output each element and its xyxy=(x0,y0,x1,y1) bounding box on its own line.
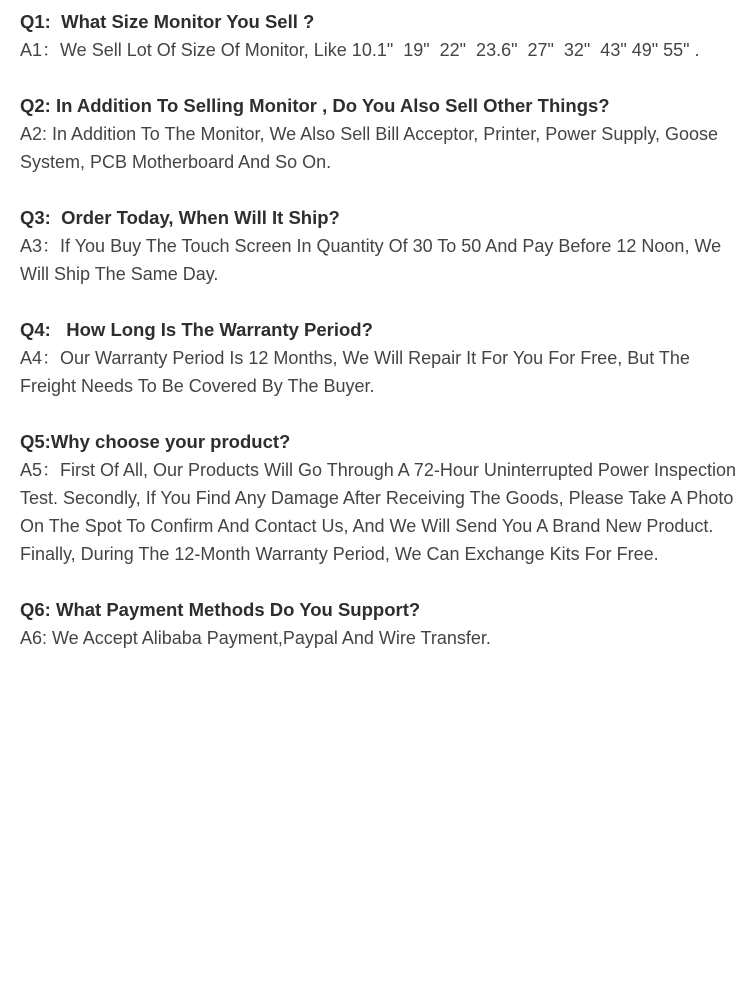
question-2: Q2: In Addition To Selling Monitor , Do You Also Sell Other Things? xyxy=(20,95,610,116)
faq-list xyxy=(20,8,741,680)
answer-5: A5：First Of All, Our Products Will Go Through A 72-Hour Uninterrupted Power Inspection Test. Secondly, If You Find Any Damage After Receiving The Goods, Please Take A Photo On The Spot To Confirm And Contact Us, And We Will Send You A Brand New Product. Finally, During The 12-Month Warranty Period, We Can Exchange Kits For Free. xyxy=(20,460,741,564)
faq-item-3 xyxy=(20,204,738,288)
question-5: Q5:Why choose your product? xyxy=(20,431,291,452)
answer-2: A2: In Addition To The Monitor, We Also Sell Bill Acceptor, Printer, Power Supply, Goose System, PCB Motherboard And So On. xyxy=(20,124,724,172)
faq-item-4 xyxy=(20,316,738,400)
answer-3: A3：If You Buy The Touch Screen In Quantity Of 30 To 50 And Pay Before 12 Noon, We Will Ship The Same Day. xyxy=(20,236,727,284)
faq-item-2 xyxy=(20,92,738,176)
faq-item-6 xyxy=(20,596,738,652)
question-6: Q6: What Payment Methods Do You Support? xyxy=(20,599,421,620)
answer-4: A4：Our Warranty Period Is 12 Months, We Will Repair It For You For Free, But The Freight Needs To Be Covered By The Buyer. xyxy=(20,348,695,396)
faq-item-1 xyxy=(20,8,738,64)
faq-item-5 xyxy=(20,428,741,568)
answer-1: A1：We Sell Lot Of Size Of Monitor, Like 10.1" 19" 22" 23.6" 27" 32" 43" 49" 55" . xyxy=(20,40,700,60)
answer-6: A6: We Accept Alibaba Payment,Paypal And Wire Transfer. xyxy=(20,628,491,648)
question-3: Q3: Order Today, When Will It Ship? xyxy=(20,207,340,228)
question-4: Q4: How Long Is The Warranty Period? xyxy=(20,319,373,340)
question-1: Q1: What Size Monitor You Sell ? xyxy=(20,11,315,32)
